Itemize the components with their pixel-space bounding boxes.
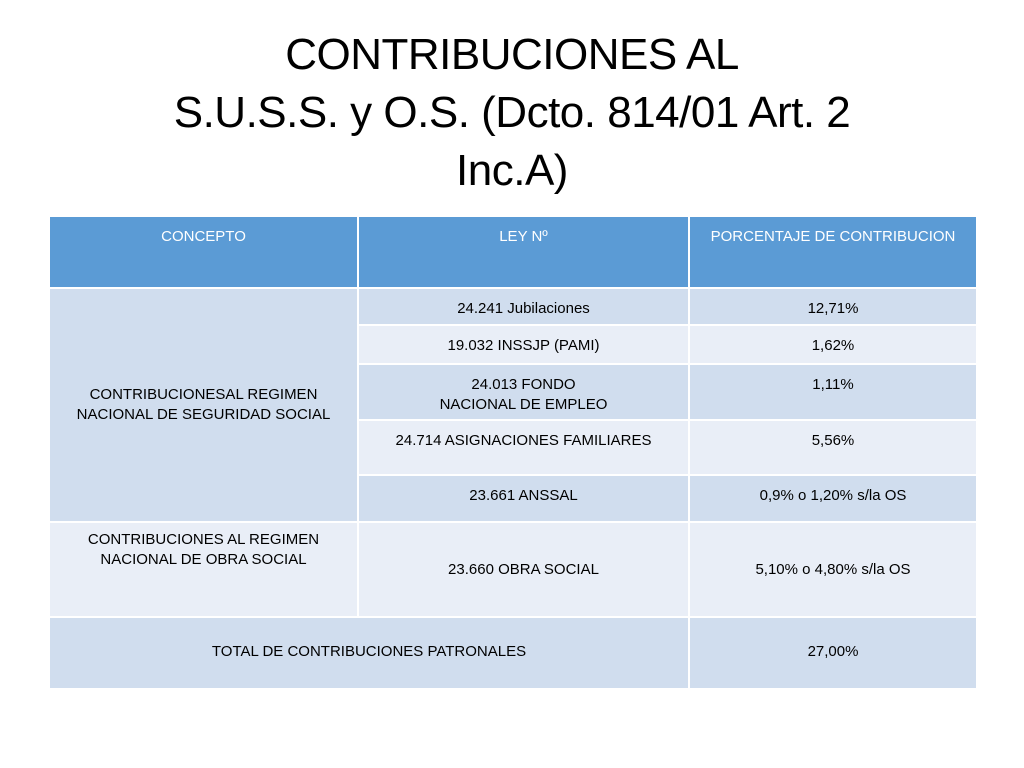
pct-cell: 1,62%: [689, 325, 977, 364]
header-concepto: CONCEPTO: [49, 216, 358, 288]
concept-seguridad-social: [49, 288, 358, 522]
contributions-table: [48, 215, 978, 690]
pct-cell: 12,71%: [689, 288, 977, 325]
title-line-3: Inc.A): [456, 146, 568, 195]
slide-title: [40, 26, 984, 200]
title-line-1: CONTRIBUCIONES AL: [285, 30, 739, 79]
ley-line: NACIONAL DE EMPLEO: [439, 396, 608, 413]
concept-line: CONTRIBUCIONESAL REGIMEN: [89, 386, 318, 403]
table-header-row: [49, 216, 977, 288]
table-row: [49, 288, 977, 325]
ley-cell: [358, 364, 689, 420]
total-pct: 27,00%: [689, 617, 977, 689]
table-row: [49, 522, 977, 617]
ley-cell: 19.032 INSSJP (PAMI): [358, 325, 689, 364]
total-label: TOTAL DE CONTRIBUCIONES PATRONALES: [49, 617, 689, 689]
pct-cell: 5,56%: [689, 420, 977, 475]
header-porcentaje: PORCENTAJE DE CONTRIBUCION: [689, 216, 977, 288]
pct-cell: 1,11%: [689, 364, 977, 420]
concept-line: NACIONAL DE SEGURIDAD SOCIAL: [76, 406, 331, 423]
pct-cell: 0,9% o 1,20% s/la OS: [689, 475, 977, 522]
total-row: [49, 617, 977, 689]
concept-line: NACIONAL DE OBRA SOCIAL: [100, 551, 307, 568]
ley-cell: 24.714 ASIGNACIONES FAMILIARES: [358, 420, 689, 475]
concept-obra-social: [49, 522, 358, 617]
ley-cell: 23.660 OBRA SOCIAL: [358, 522, 689, 617]
concept-line: CONTRIBUCIONES AL REGIMEN: [87, 531, 320, 548]
ley-cell: 24.241 Jubilaciones: [358, 288, 689, 325]
pct-cell: 5,10% o 4,80% s/la OS: [689, 522, 977, 617]
title-line-2: S.U.S.S. y O.S. (Dcto. 814/01 Art. 2: [173, 88, 851, 137]
header-ley: LEY Nº: [358, 216, 689, 288]
ley-line: 24.013 FONDO: [471, 376, 576, 393]
ley-cell: 23.661 ANSSAL: [358, 475, 689, 522]
